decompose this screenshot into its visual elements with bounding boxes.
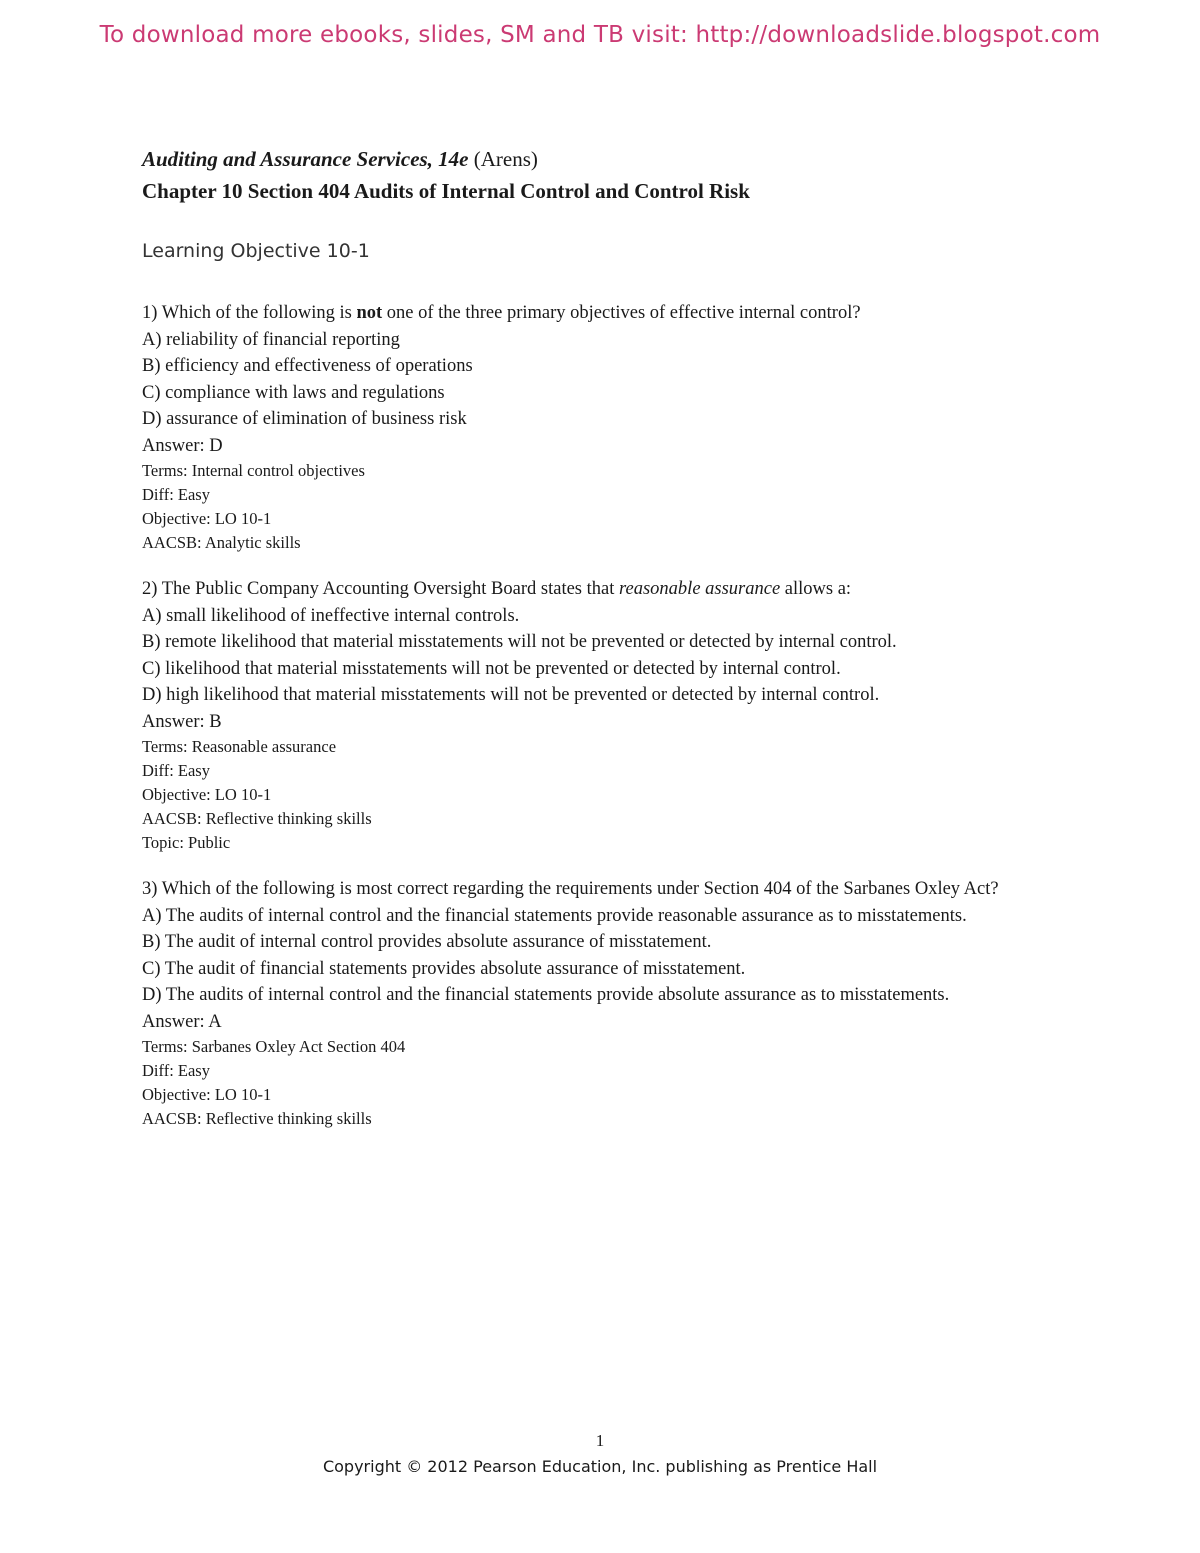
stem-text: 1) Which of the following is: [142, 303, 357, 323]
option-d: D) The audits of internal control and the financial statements provide absolute assurance as to misstatements.: [142, 985, 950, 1005]
topic: Topic: Public: [142, 833, 231, 852]
stem-emphasis: reasonable assurance: [619, 579, 781, 599]
question-list: [142, 300, 1062, 1152]
answer: Answer: D: [142, 435, 223, 456]
difficulty: Diff: Easy: [142, 761, 210, 780]
option-b: B) efficiency and effectiveness of operations: [142, 356, 473, 376]
answer: Answer: A: [142, 1011, 222, 1032]
option-a: A) reliability of financial reporting: [142, 329, 400, 350]
chapter-title: Chapter 10 Section 404 Audits of Internal Control and Control Risk: [142, 179, 750, 203]
stem-text: one of the three primary objectives of effective internal control?: [382, 303, 861, 323]
option-d: D) assurance of elimination of business risk: [142, 409, 467, 429]
stem-text: 2) The Public Company Accounting Oversight Board states that: [142, 579, 619, 599]
difficulty: Diff: Easy: [142, 485, 210, 504]
question-1: [142, 300, 1062, 555]
option-b: B) remote likelihood that material misstatements will not be prevented or detected by internal control.: [142, 632, 897, 652]
book-title-line: [142, 143, 1072, 175]
option-b: B) The audit of internal control provides absolute assurance of misstatement.: [142, 932, 712, 952]
objective: Objective: LO 10-1: [142, 509, 272, 528]
question-3: [142, 876, 1062, 1131]
aacsb: AACSB: Reflective thinking skills: [142, 1109, 372, 1128]
question-stem: 3) Which of the following is most correct regarding the requirements under Section 404 of the Sarbanes Oxley Act?: [142, 879, 999, 899]
question-stem: [142, 576, 1062, 603]
book-title: Auditing and Assurance Services, 14e: [142, 147, 469, 171]
option-c: C) likelihood that material misstatements will not be prevented or detected by internal control.: [142, 658, 841, 679]
objective: Objective: LO 10-1: [142, 785, 272, 804]
option-c: C) The audit of financial statements provides absolute assurance of misstatement.: [142, 958, 746, 979]
stem-text: allows a:: [780, 579, 852, 599]
option-c: C) compliance with laws and regulations: [142, 382, 445, 403]
aacsb: AACSB: Analytic skills: [142, 533, 301, 552]
terms: Terms: Internal control objectives: [142, 461, 365, 480]
question-2: [142, 576, 1062, 855]
option-a: A) small likelihood of ineffective internal controls.: [142, 605, 520, 626]
copyright-notice: Copyright © 2012 Pearson Education, Inc. publishing as Prentice Hall: [322, 1457, 878, 1476]
aacsb: AACSB: Reflective thinking skills: [142, 809, 372, 828]
question-stem: [142, 300, 1062, 327]
download-banner: To download more ebooks, slides, SM and TB visit: http://downloadslide.blogspot.com: [99, 22, 1101, 48]
terms: Terms: Sarbanes Oxley Act Section 404: [142, 1037, 406, 1056]
document-header: [142, 143, 1072, 207]
terms: Terms: Reasonable assurance: [142, 737, 337, 756]
answer: Answer: B: [142, 711, 222, 732]
learning-objective-heading: Learning Objective 10-1: [142, 240, 370, 262]
difficulty: Diff: Easy: [142, 1061, 210, 1080]
option-d: D) high likelihood that material misstatements will not be prevented or detected by internal control.: [142, 685, 880, 705]
objective: Objective: LO 10-1: [142, 1085, 272, 1104]
book-author: (Arens): [468, 147, 538, 171]
stem-emphasis: not: [356, 303, 383, 323]
option-a: A) The audits of internal control and the financial statements provide reasonable assurance as to misstatements.: [142, 905, 967, 926]
page-number: 1: [595, 1431, 605, 1450]
